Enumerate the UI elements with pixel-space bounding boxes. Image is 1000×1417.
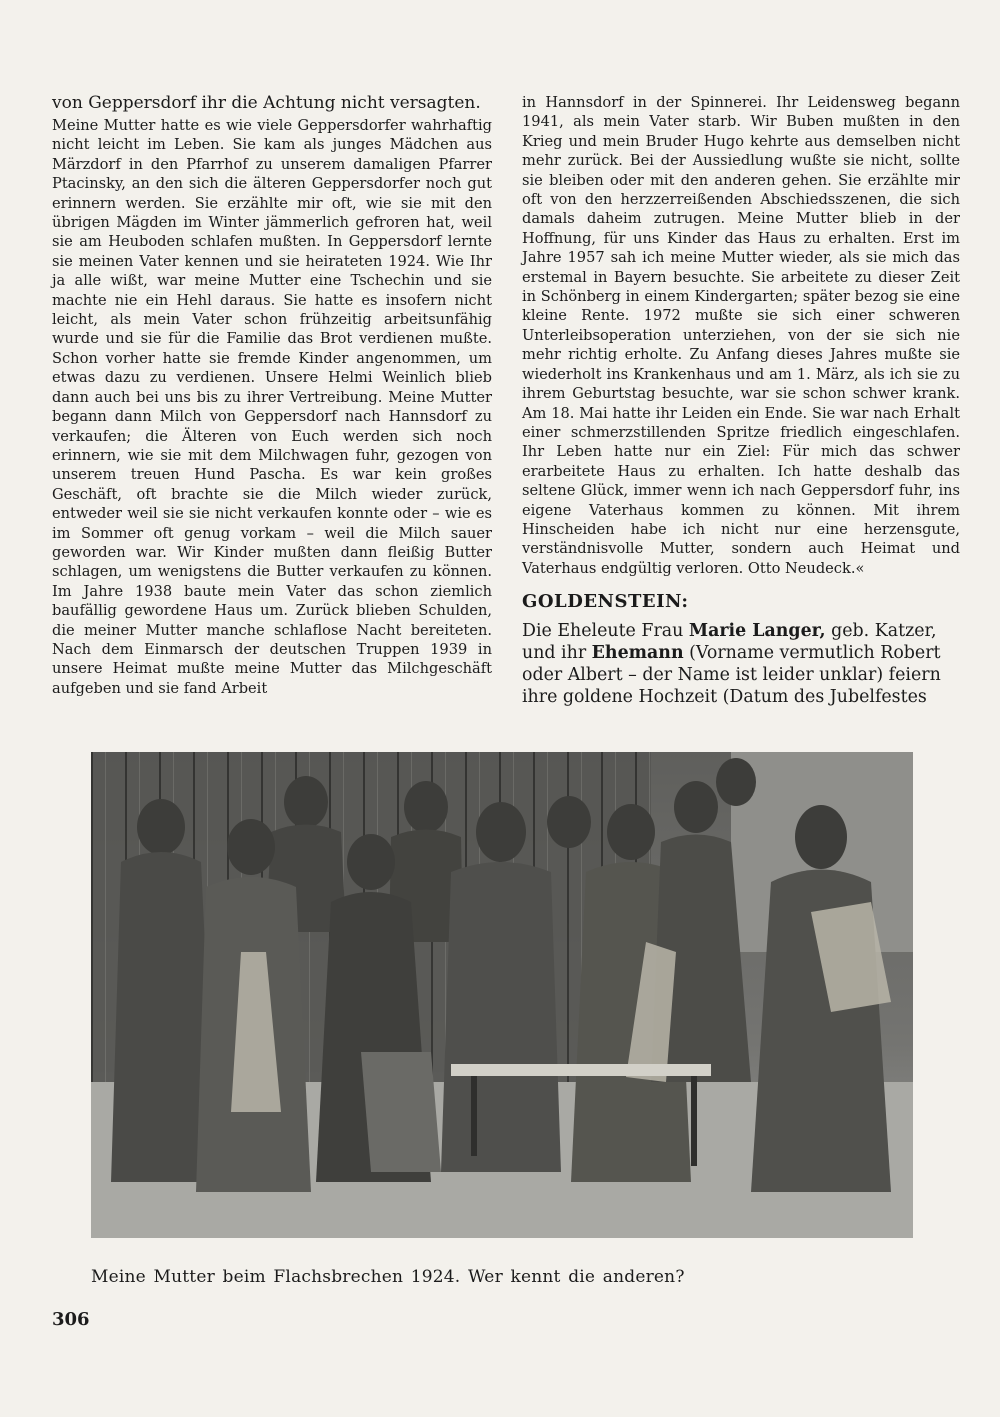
goldenstein-text-1: Die Eheleute Frau bbox=[522, 620, 689, 641]
page-number: 306 bbox=[52, 1309, 90, 1330]
photo-women-flax-icon bbox=[91, 752, 913, 1238]
right-paragraph: in Hannsdorf in der Spinnerei. Ihr Leidensweg begann 1941, als mein Vater starb. Wir Buben mußten in den Krieg und mein Bruder Hugo kehrte aus demselben nicht mehr zurück. Bei der Aussiedlung wußte sie nicht, sollte sie bleiben oder mit den anderen gehen. Sie erzählte mir oft von den herzzerreißenden Abschiedsszenen, die sich damals daheim zutrugen. Meine Mutter blieb in der Hoffnung, für uns Kinder das Haus zu erhalten. Erst im Jahre 1957 sah ich meine Mutter wieder, als sie mich das erstemal in Bayern besuchte. Sie arbeitete zu dieser Zeit in Schönberg in einem Kindergarten; später bezog sie eine kleine Rente. 1972 mußte sie sich einer schweren Unterleibsoperation unterziehen, von der sie sich nie mehr richtig erholte. Zu Anfang dieses Jahres mußte sie wiederholt ins Krankenhaus und am 1. März, als ich sie zu ihrem Geburtstag besuchte, war sie schon schwer krank. Am 18. Mai hatte ihr Leiden ein Ende. Sie war nach Erhalt einer schmerzstillenden Spritze friedlich eingeschlafen. Ihr Leben hatte nur ein Ziel: Für mich das schwer erarbeitete Haus zu erhalten. Ich hatte deshalb das seltene Glück, immer wenn ich nach Geppersdorf fuhr, ins eigene Vaterhaus kommen zu können. Mit ihrem Hinscheiden habe ich nicht nur eine herzensgute, verständnisvolle Mutter, sondern auch Heimat und Vaterhaus endgültig verloren. Otto Neudeck.« bbox=[522, 94, 960, 577]
section-heading-goldenstein: GOLDENSTEIN: bbox=[522, 591, 689, 613]
name-marie-langer: Marie Langer, bbox=[688, 620, 826, 641]
photo-caption: Meine Mutter beim Flachsbrechen 1924. Wer kennt die anderen? bbox=[91, 1267, 685, 1287]
right-column bbox=[522, 93, 960, 708]
left-lead-text: von Geppersdorf ihr die Achtung nicht versagten. bbox=[52, 93, 481, 113]
goldenstein-text-3: (Vorname vermutlich Robert oder Albert – der Name ist leider unklar) feiern ihre goldene Hochzeit (Datum des Jubelfestes bbox=[522, 642, 941, 707]
name-ehemann: Ehemann bbox=[591, 642, 684, 663]
historical-photo bbox=[91, 752, 913, 1238]
goldenstein-text-2: geb. Katzer, und ihr bbox=[522, 620, 937, 663]
left-column bbox=[52, 93, 492, 698]
left-paragraph: Meine Mutter hatte es wie viele Geppersdorfer wahrhaftig nicht leicht im Leben. Sie kam als junges Mädchen aus Märzdorf in den Pfarrhof zu unserem damaligen Pfarrer Ptacinsky, an den sich die älteren Geppersdorfer noch gut erinnern werden. Sie erzählte mir oft, wie sie mit den übrigen Mägden im Winter jämmerlich gefroren hat, weil sie am Heuboden schlafen mußten. In Geppersdorf lernte sie meinen Vater kennen und sie heirateten 1924. Wie Ihr ja alle wißt, war meine Mutter eine Tschechin und sie machte nie ein Hehl daraus. Sie hatte es insofern nicht leicht, als mein Vater schon frühzeitig arbeitsunfähig wurde und sie für die Familie das Brot verdienen mußte. Schon vorher hatte sie fremde Kinder angenommen, um etwas dazu zu verdienen. Unsere Helmi Weinlich blieb dann auch bei uns bis zu ihrer Vertreibung. Meine Mutter begann dann Milch von Geppersdorf nach Hannsdorf zu verkaufen; die Älteren von Euch werden sich noch erinnern, wie sie mit dem Milchwagen fuhr, gezogen von unserem treuen Hund Pascha. Es war kein großes Geschäft, oft brachte sie die Milch wieder zurück, entweder weil sie sie nicht verkaufen konnte oder – wie es im Sommer oft genug vorkam – weil die Milch sauer geworden war. Wir Kinder mußten dann fleißig Butter schlagen, um wenigstens die Butter verkaufen zu können. Im Jahre 1938 baute mein Vater das schon ziemlich baufällig gewordene Haus um. Zurück blieben Schulden, die meiner Mutter manche schlaflose Nacht bereiteten. Nach dem Einmarsch der deutschen Truppen 1939 in unsere Heimat mußte meine Mutter das Milchgeschäft aufgeben und sie fand Arbeit bbox=[52, 117, 492, 697]
goldenstein-paragraph bbox=[522, 620, 960, 708]
